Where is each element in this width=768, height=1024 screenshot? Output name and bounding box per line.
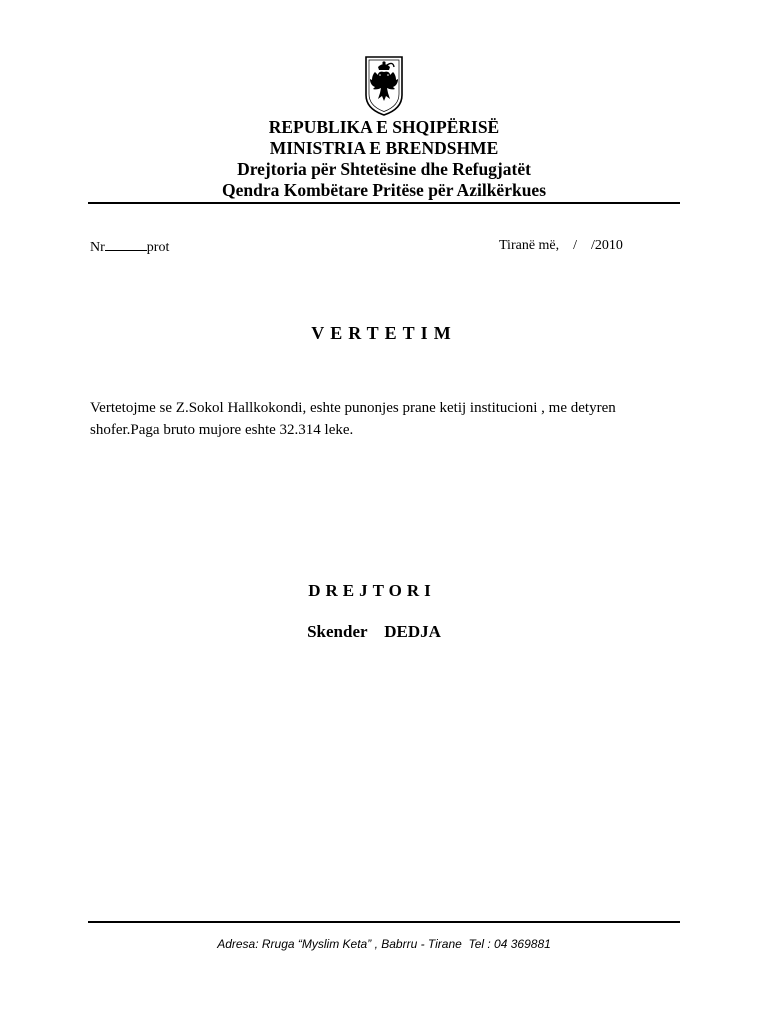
center-name: Qendra Kombëtare Pritëse për Azilkërkues — [221, 180, 546, 200]
signatory-name: Skender DEDJA — [307, 622, 441, 641]
header-divider — [88, 202, 680, 204]
document-title: VERTETIM — [311, 323, 457, 343]
issue-date: Tiranë më, / /2010 — [499, 238, 623, 253]
letterhead — [0, 117, 768, 201]
albanian-coat-of-arms-icon — [363, 55, 405, 117]
protocol-number-blank — [105, 238, 147, 251]
footer-divider — [88, 921, 680, 923]
certificate-body: Vertetojme se Z.Sokol Hallkokondi, eshte punonjes prane ketij institucioni , me detyren shofer.Paga bruto mujore eshte 32.314 leke. — [90, 400, 616, 438]
protocol-number — [90, 238, 169, 256]
directorate-name: Drejtoria për Shtetësine dhe Refugjatët — [237, 159, 531, 179]
footer-address: Adresa: Rruga “Myslim Keta” , Babrru - Tirane Tel : 04 369881 — [217, 937, 551, 951]
ministry-name: MINISTRIA E BRENDSHME — [269, 138, 499, 158]
protocol-prefix: Nr — [90, 240, 105, 255]
signatory-role: DREJTORI — [308, 581, 436, 600]
protocol-suffix: prot — [146, 240, 170, 255]
republic-name: REPUBLIKA E SHQIPËRISË — [268, 117, 500, 137]
